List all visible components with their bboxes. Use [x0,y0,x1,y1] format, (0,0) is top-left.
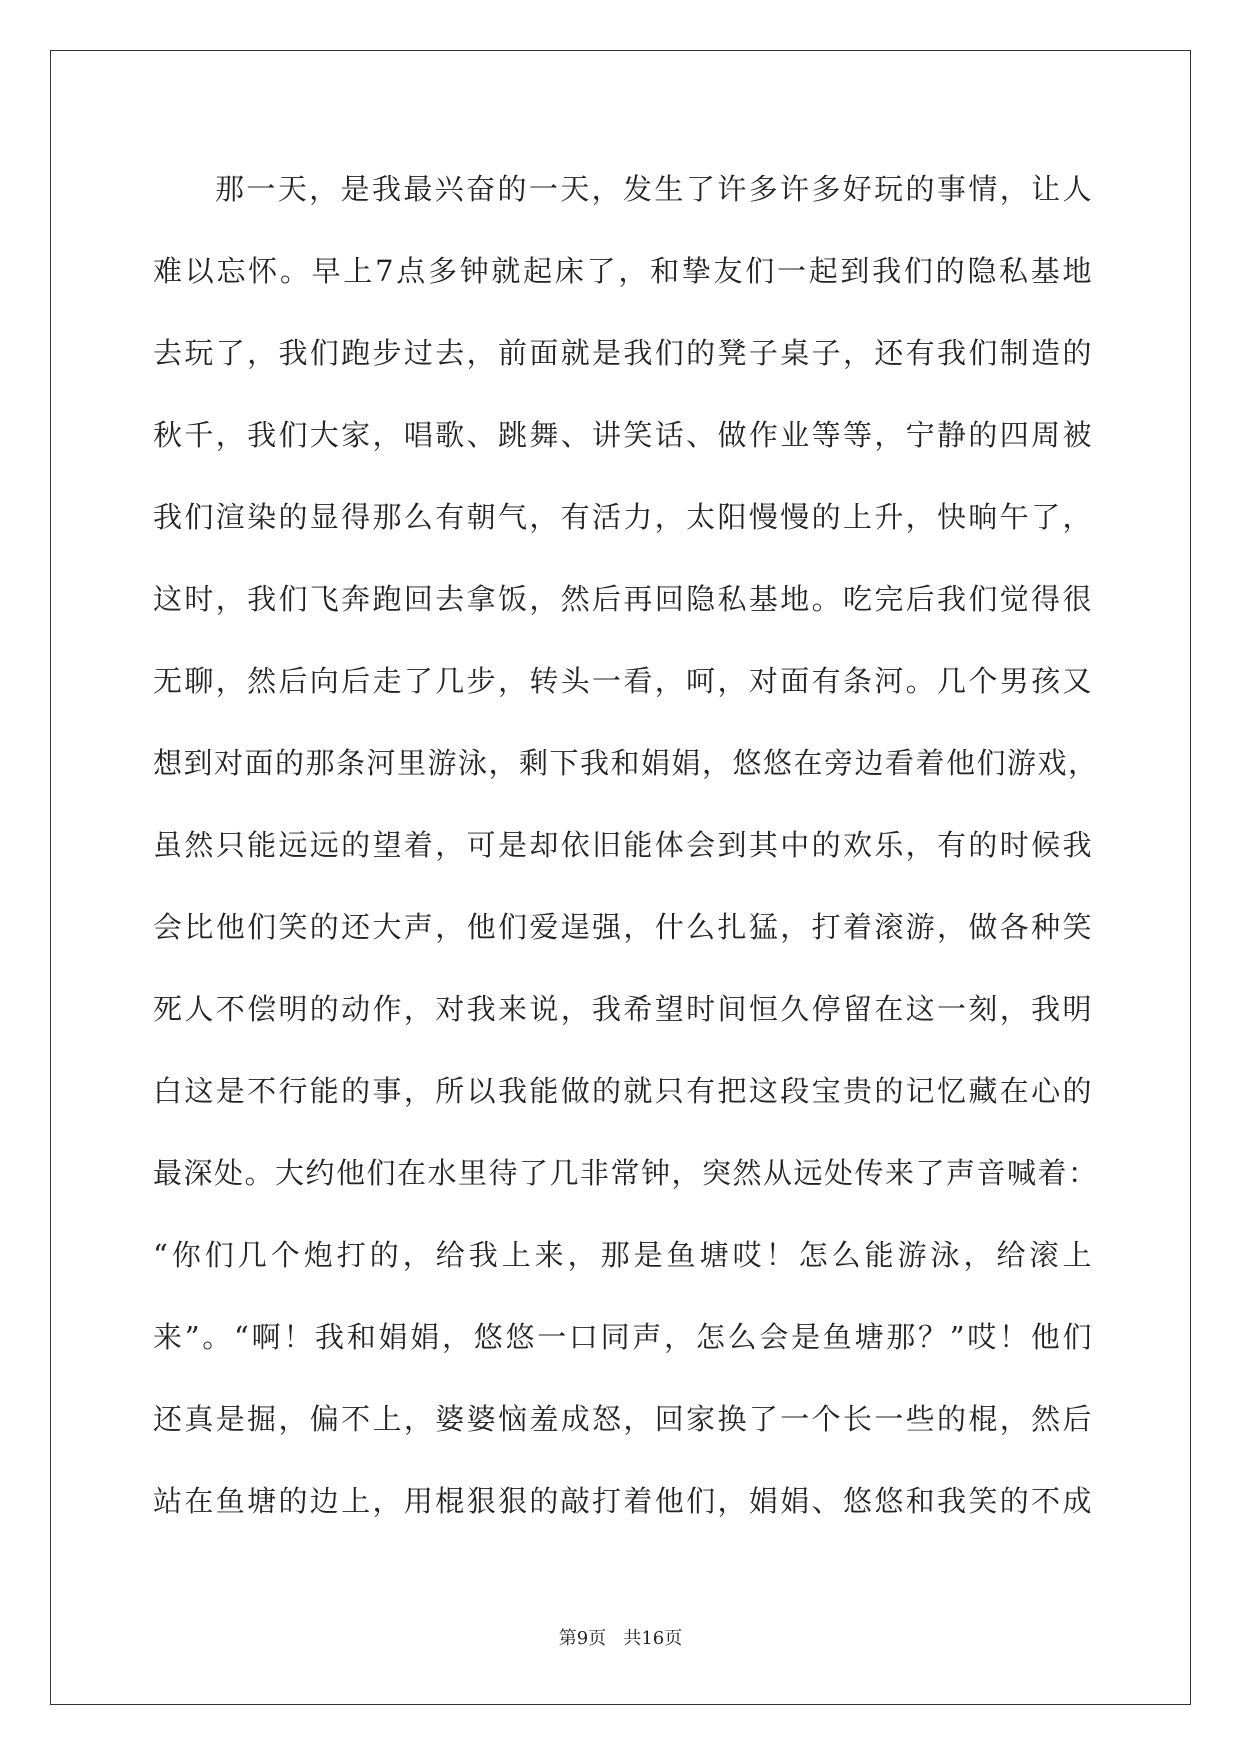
text-line: 那一天，是我最兴奋的一天，发生了许多许多好玩的事情，让人 [215,172,1093,206]
text-line: 想到对面的那条河里游泳，剩下我和娟娟，悠悠在旁边看着他们游戏， [153,746,1099,780]
text-line: 会比他们笑的还大声，他们爱逞强，什么扎猛，打着滚游，做各种笑 [153,910,1093,944]
text-line: 秋千，我们大家，唱歌、跳舞、讲笑话、做作业等等，宁静的四周被 [153,418,1093,452]
body-text [153,160,1099,1554]
text-line: 白这是不行能的事，所以我能做的就只有把这段宝贵的记忆藏在心的 [153,1074,1093,1108]
text-line: 无聊，然后向后走了几步，转头一看，呵，对面有条河。几个男孩又 [153,664,1093,698]
text-line: “你们几个炮打的，给我上来，那是鱼塘哎！怎么能游泳，给滚上 [153,1238,1093,1272]
text-line: 最深处。大约他们在水里待了几非常钟，突然从远处传来了声音喊着： [153,1156,1099,1190]
text-line: 来”。“啊！我和娟娟，悠悠一口同声，怎么会是鱼塘那？”哎！他们 [153,1320,1093,1354]
text-line: 死人不偿明的动作，对我来说，我希望时间恒久停留在这一刻，我明 [153,992,1093,1026]
text-line: 虽然只能远远的望着，可是却依旧能体会到其中的欢乐，有的时候我 [153,828,1093,862]
text-line: 还真是掘，偏不上，婆婆恼羞成怒，回家换了一个长一些的棍，然后 [153,1402,1093,1436]
text-line: 我们渲染的显得那么有朝气，有活力，太阳慢慢的上升，快晌午了， [153,500,1093,534]
text-line: 去玩了，我们跑步过去，前面就是我们的凳子桌子，还有我们制造的 [153,336,1093,370]
text-line: 站在鱼塘的边上，用棍狠狠的敲打着他们，娟娟、悠悠和我笑的不成 [153,1484,1093,1518]
page-number: 第9页 共16页 [558,1628,683,1649]
text-line: 难以忘怀。早上7点多钟就起床了，和挚友们一起到我们的隐私基地 [153,254,1093,288]
text-line: 这时，我们飞奔跑回去拿饭，然后再回隐私基地。吃完后我们觉得很 [153,582,1093,616]
